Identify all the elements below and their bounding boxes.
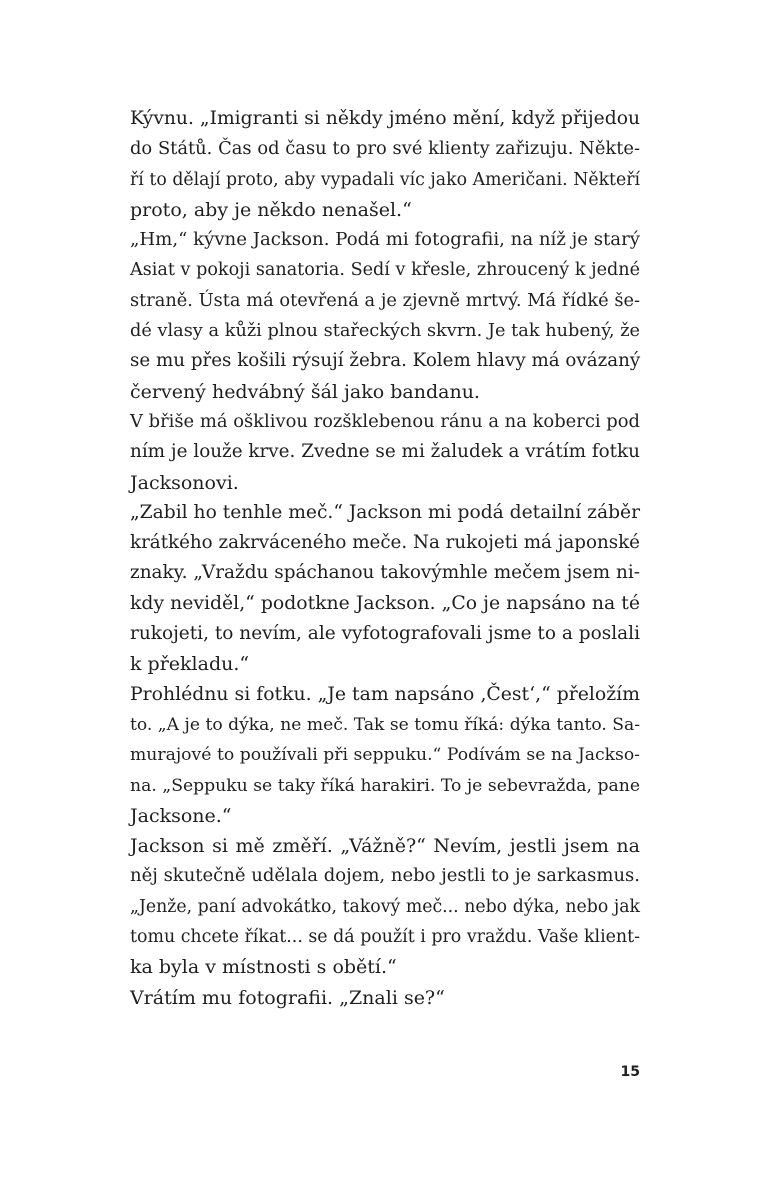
paragraph-3 <box>130 407 640 498</box>
text-line: dé vlasy a kůži plnou stařeckých skvrn. Je tak hubený, že <box>130 321 640 342</box>
text-line: Kývnu. „Imigranti si někdy jméno mění, když přijedou <box>130 108 640 129</box>
paragraph-4 <box>130 498 640 680</box>
paragraph-2 <box>130 225 640 407</box>
text-line: na. „Seppuku se taky říká harakiri. To je sebevražda, pane <box>130 775 640 796</box>
text-line: Jacksone.“ <box>130 804 232 827</box>
text-line: tomu chcete říkat... se dá použít i pro vraždu. Vaše klient- <box>130 927 640 948</box>
text-line: „Jenže, paní advokátko, takový meč... nebo dýka, nebo jak <box>130 896 640 917</box>
text-line: Vrátím mu fotografii. „Znali se?“ <box>130 986 445 1009</box>
text-line: Jackson si mě změří. „Vážně?“ Nevím, jestli jsem na <box>130 835 640 858</box>
text-line: ním je louže krve. Zvedne se mi žaludek a vrátím fotku <box>130 441 640 463</box>
text-line: rukojeti, to nevím, ale vyfotografovali jsme to a poslali <box>130 623 640 645</box>
text-line: Jacksonovi. <box>130 471 239 494</box>
text-line: ka byla v místnosti s obětí.“ <box>130 956 397 979</box>
text-line: proto, aby je někdo nenašel.“ <box>130 198 412 221</box>
text-line: něj skutečně udělala dojem, nebo jestli to je sarkasmus. <box>130 865 640 887</box>
paragraph-6 <box>130 831 640 982</box>
text-line: Prohlédnu si fotku. „Je tam napsáno ‚Čest‘,“ přeložím <box>130 683 640 705</box>
text-line: „Zabil ho tenhle meč.“ Jackson mi podá detailní záběr <box>130 501 640 523</box>
paragraph-5 <box>130 680 640 831</box>
paragraph-7 <box>130 983 640 1013</box>
text-line: „Hm,“ kývne Jackson. Podá mi fotografii, na níž je starý <box>130 229 640 251</box>
text-line: červený hedvábný šál jako bandanu. <box>130 380 480 403</box>
text-line: do Států. Čas od času to pro své klienty zařizuju. Někte- <box>130 138 640 160</box>
text-line: murajové to používali při seppuku.“ Podívám se na Jackso- <box>130 745 640 766</box>
text-line: kdy neviděl,“ podotkne Jackson. „Co je napsáno na té <box>130 592 640 614</box>
page-number: 15 <box>620 1064 640 1080</box>
text-line: to. „A je to dýka, ne meč. Tak se tomu říká: dýka tanto. Sa- <box>130 714 640 735</box>
body-text <box>130 104 640 1013</box>
text-line: straně. Ústa má otevřená a je zjevně mrtvý. Má řídké še- <box>130 289 640 311</box>
text-line: k překladu.“ <box>130 653 250 676</box>
text-line: znaky. „Vraždu spáchanou takovýmhle mečem jsem ni- <box>130 562 640 584</box>
text-line: V břiše má ošklivou rozšklebenou ránu a na koberci pod <box>130 410 640 432</box>
text-line: ří to dělají proto, aby vypadali víc jako Američani. Někteří <box>130 169 640 190</box>
text-line: krátkého zakrváceného meče. Na rukojeti má japonské <box>130 532 640 554</box>
text-line: Asiat v pokoji sanatoria. Sedí v křesle, zhroucený k jedné <box>130 260 640 281</box>
text-line: se mu přes košili rýsují žebra. Kolem hlavy má ovázaný <box>130 350 641 372</box>
paragraph-1 <box>130 104 640 225</box>
